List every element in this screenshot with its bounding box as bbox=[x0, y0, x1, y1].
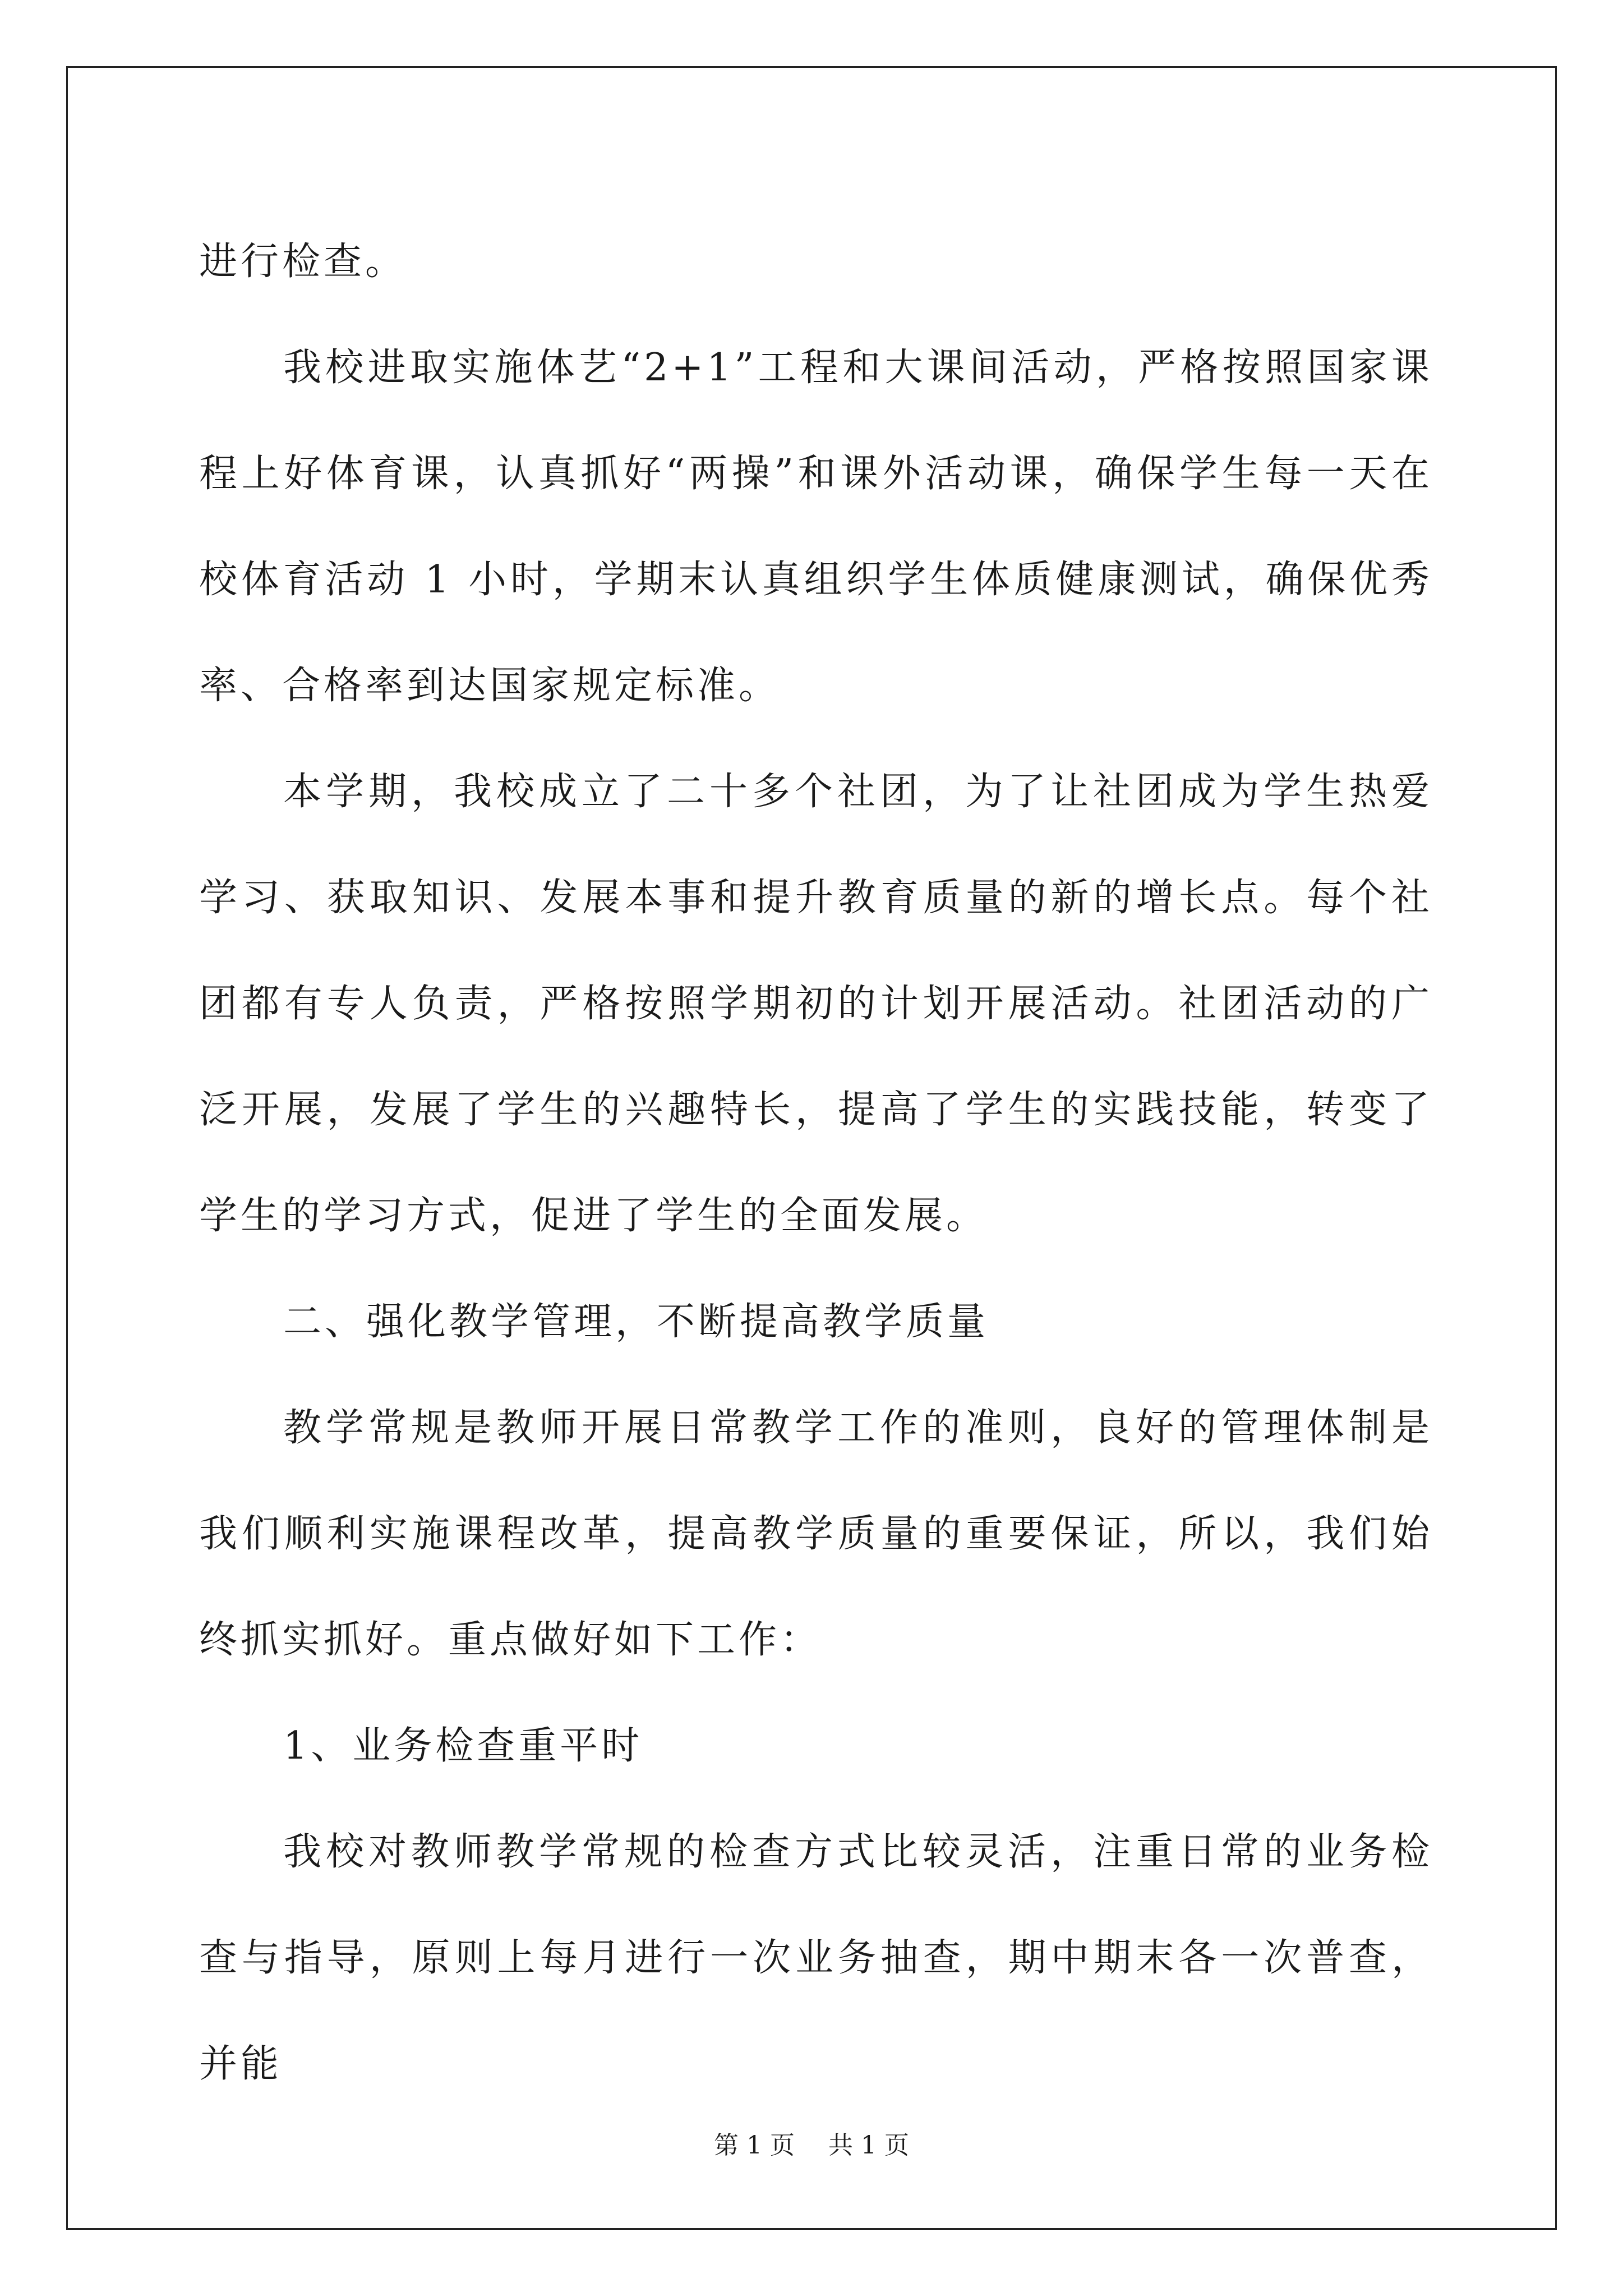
page-footer bbox=[0, 2129, 1623, 2162]
page-number: 第 1 页 bbox=[714, 2131, 795, 2160]
section-heading: 二、强化教学管理，不断提高教学质量 bbox=[283, 1300, 989, 1344]
paragraph-teaching-routine: 教学常规是教师开展日常教学工作的准则，良好的管理体制是我们顺利实施课程改革，提高教学质量的重要保证，所以，我们始终抓实抓好。重点做好如下工作： bbox=[199, 1406, 1433, 1662]
paragraph-inspection: 我校对教师教学常规的检查方式比较灵活，注重日常的业务检查与指导，原则上每月进行一次业务抽查，期中期末各一次普查，并能 bbox=[199, 1830, 1433, 2086]
page-total: 共 1 页 bbox=[828, 2131, 909, 2160]
subsection-heading: 1、业务检查重平时 bbox=[283, 1724, 643, 1768]
paragraph-clubs: 本学期，我校成立了二十多个社团，为了让社团成为学生热爱学习、获取知识、发展本事和提升教育质量的新的增长点。每个社团都有专人负责，严格按照学期初的计划开展活动。社团活动的广泛开展，发展了学生的兴趣特长，提高了学生的实践技能，转变了学生的学习方式，促进了学生的全面发展。 bbox=[199, 770, 1433, 1238]
paragraph-continuation: 进行检查。 bbox=[199, 240, 407, 284]
document-body bbox=[199, 209, 1433, 2117]
paragraph-sports-program: 我校进取实施体艺“2+1”工程和大课间活动，严格按照国家课程上好体育课，认真抓好“两操”和课外活动课，确保学生每一天在校体育活动 1 小时，学期末认真组织学生体质健康测试，确保优秀率、合格率到达国家规定标准。 bbox=[199, 346, 1433, 708]
